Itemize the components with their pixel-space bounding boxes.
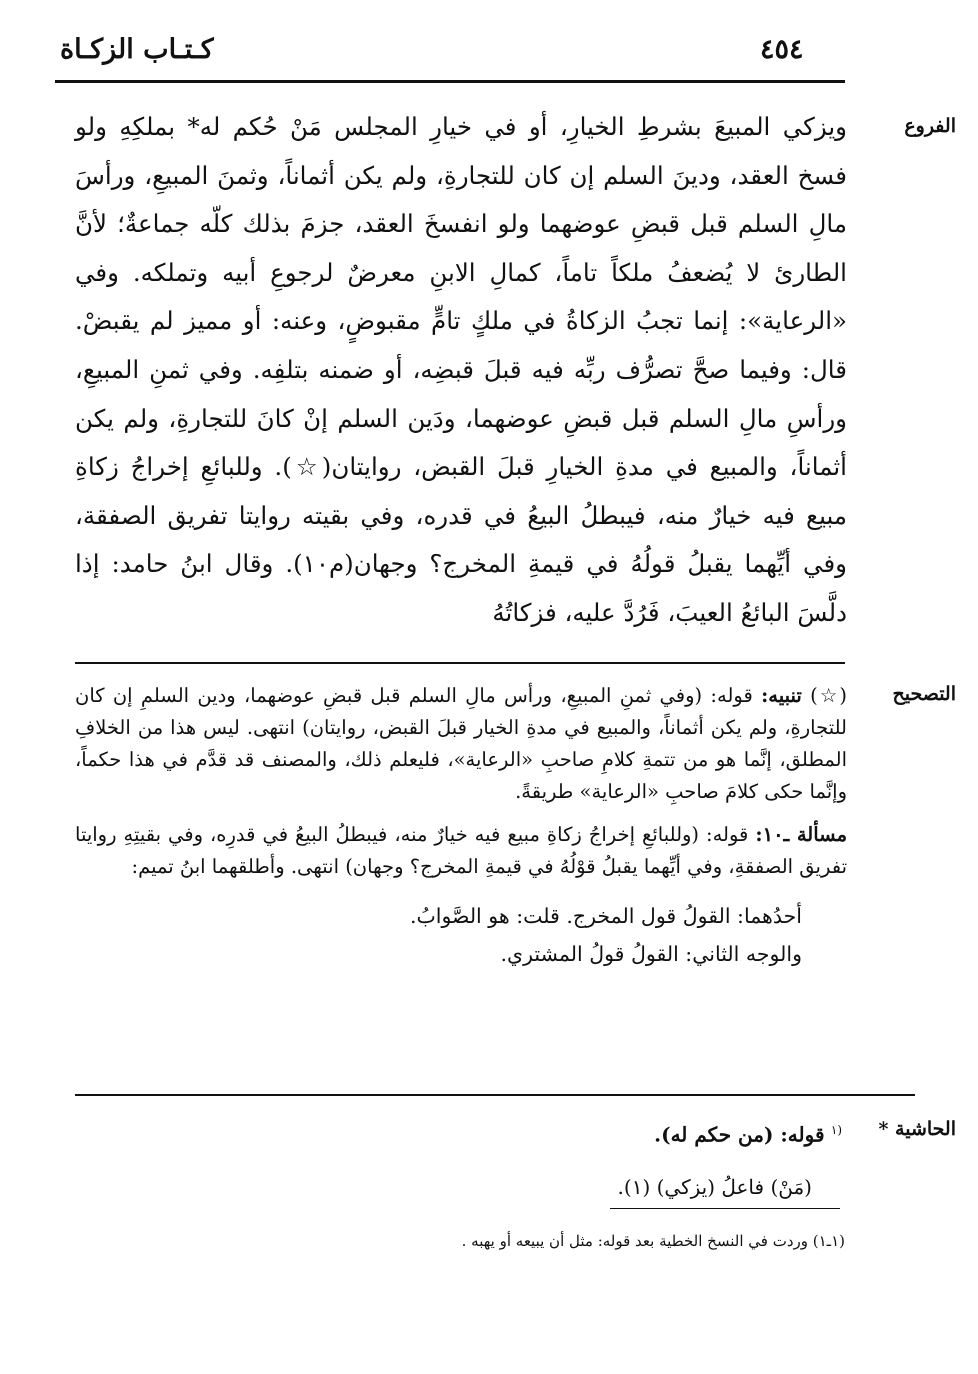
hashiya-section <box>390 1115 842 1202</box>
opinion-one: أحدُهما: القولُ قول المخرج. قلت: هو الصَّوابُ. <box>409 904 802 928</box>
hashiya-heading <box>390 1115 842 1150</box>
hashiya-ref: (١ <box>830 1123 842 1137</box>
note-text: قوله: (وفي ثمنِ المبيعِ، ورأس مالِ السلم قبل قبضِ عوضهما، ودين السلمِ إن كان للتجارةِ، ولم يكن أثماناً، والمبيع في مدةِ الخيار قبلَ القبض، روايتان) انتهى. ليس هذا من الخلافِ المطلق، إنَّما هو من تتمةِ كلامِ صاحبِ «الرعاية»، فليعلم ذلك، والمصنف قد قدَّم في هذا حكماً، وإنَّما حكى كلامَ صاحبِ «الرعاية» طريقةً. <box>75 684 847 803</box>
star-marker: * <box>878 1118 889 1140</box>
side-label-furu: الفروع <box>904 115 956 137</box>
side-label-tashih: التصحيح <box>892 683 956 705</box>
hashiya-label-text: قوله: (من حكم له). <box>654 1122 825 1147</box>
correction-note <box>75 680 847 808</box>
opinion-two: والوجه الثاني: القولُ قولُ المشتري. <box>500 942 802 966</box>
page-number: ٤٥٤ <box>760 34 804 65</box>
note-marker: (☆) <box>810 684 848 707</box>
footnote-rule <box>610 1208 840 1209</box>
marginal-footnote: (١ـ١) وردت في النسخ الخطية بعد قوله: مثل أن يبيعه أو يهبه . <box>461 1232 845 1250</box>
hashiya-text: (مَنْ) فاعلُ (يزكي) (١). <box>617 1174 812 1199</box>
section-divider <box>75 662 845 664</box>
chapter-title: كـتـاب الزكـاة <box>60 34 214 65</box>
issue-label: مسألة ـ١٠: <box>755 823 848 846</box>
side-label-hashiya <box>846 1118 956 1140</box>
note-label: تنبيه: <box>761 684 802 707</box>
main-text: ويزكي المبيعَ بشرطِ الخيارِ، أو في خيارِ المجلس مَنْ حُكم له* بملكِهِ ولو فسخ العقد، ودينَ السلم إن كان للتجارةِ، ولم يكن أثماناً، وثمنَ المبيعِ، ورأسَ مالِ السلم قبل قبضِ عوضهما ولو انفسخَ العقد، جزمَ بذلك كلّه جماعةٌ؛ لأنَّ الطارئ لا يُضعفُ ملكاً تاماً، كمالِ الابنِ معرضٌ لرجوعِ أبيه وتملكه. وفي «الرعاية»: إنما تجبُ الزكاةُ في ملكٍ تامٍّ مقبوضٍ، وعنه: أو مميز لم يقبضْ. قال: وفيما صحَّ تصرُّف ربِّه فيه قبلَ قبضِه، أو ضمنه بتلفِه. وفي ثمنِ المبيعِ، ورأسِ مالِ السلم قبل قبضِ عوضهما، ودَين السلم إنْ كانَ للتجارةِ، ولم يكن أثماناً، والمبيع في مدةِ الخيارِ قبلَ القبض، روايتان(☆). وللبائعِ إخراجُ زكاةِ مبيع فيه خيارٌ منه، فيبطلُ البيعُ في قدره، وفي بقيته روايتا تفريق الصفقة، وفي أيِّهما يقبلُ قولُهُ في قيمةِ المخرج؟ وجهان(م١٠). وقال ابنُ حامد: إذا دلَّسَ البائعُ العيبَ، فَرُدَّ عليه، فزكاتُهُ <box>75 112 847 627</box>
correction-issue <box>75 819 847 883</box>
footer-divider <box>75 1094 915 1096</box>
hashiya-label: الحاشية <box>895 1118 956 1140</box>
correction-section <box>75 680 847 973</box>
header-rule <box>55 80 845 83</box>
issue-text: قوله: (وللبائعِ إخراجُ زكاةِ مبيع فيه خيارٌ منه، فيبطلُ البيعُ في قدرِه، وفي بقيتِهِ روايتا تفريق الصفقةِ، وفي أيِّهما يقبلُ قوْلُهُ في قيمةِ المخرج؟ وجهان) انتهى. وأطلقهما ابنُ تميم: <box>75 823 847 878</box>
